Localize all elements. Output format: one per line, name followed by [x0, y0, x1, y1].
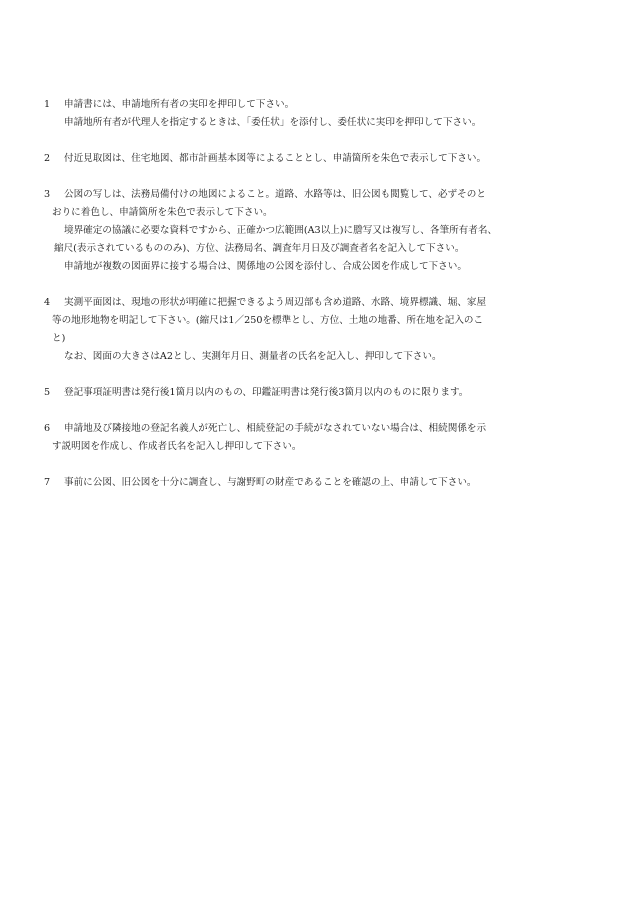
item-line: [44, 96, 584, 114]
item-number: 5: [44, 387, 51, 398]
item-line: [44, 330, 584, 348]
item-text: 申請書には、申請地所有者の実印を押印して下さい。: [64, 99, 295, 110]
item-line: [44, 312, 584, 330]
item-number: 7: [44, 477, 51, 488]
item-number: 2: [44, 153, 51, 164]
item-line: [44, 186, 584, 204]
item-text: 等の地形地物を明記して下さい。(縮尺は1／250を標準とし、方位、土地の地番、所在地を記入のこ: [52, 315, 484, 326]
item-text: 登記事項証明書は発行後1箇月以内のもの、印鑑証明書は発行後3箇月以内のものに限ります。: [64, 387, 469, 398]
item-text: 申請地所有者が代理人を指定するときは、「委任状」を添付し、委任状に実印を押印して下さい。: [64, 117, 482, 128]
item-number: 3: [44, 189, 51, 200]
item-text: 境界確定の協議に必要な資料ですから、正確かつ広範囲(A3以上)に謄写又は複写し、各筆所有者名、: [64, 225, 498, 236]
item-line: [44, 150, 584, 168]
item-1: [44, 96, 584, 132]
item-2: [44, 150, 584, 168]
item-line: [44, 258, 584, 276]
item-number: 4: [44, 297, 51, 308]
item-line: [44, 294, 584, 312]
item-text: 事前に公図、旧公図を十分に調査し、与謝野町の財産であることを確認の上、申請して下さい。: [64, 477, 477, 488]
item-text: と): [52, 333, 66, 344]
item-line: [44, 438, 584, 456]
item-text: 縮尺(表示されているもののみ)、方位、法務局名、調査年月日及び調査者名を記入して下さい。: [54, 243, 465, 254]
item-text: 申請地及び隣接地の登記名義人が死亡し、相続登記の手続がなされていない場合は、相続関係を示: [64, 423, 487, 434]
item-text: 公図の写しは、法務局備付けの地図によること。道路、水路等は、旧公図も閲覧して、必ずそのと: [64, 189, 486, 200]
item-5: [44, 384, 584, 402]
item-line: [44, 474, 584, 492]
item-line: [44, 420, 584, 438]
item-4: [44, 294, 584, 366]
item-line: [44, 348, 584, 366]
item-line: [44, 240, 584, 258]
item-text: 実測平面図は、現地の形状が明確に把握できるよう周辺部も含め道路、水路、境界標識、堀、家屋: [64, 297, 487, 308]
item-text: 付近見取図は、住宅地図、都市計画基本図等によることとし、申請箇所を朱色で表示して下さい。: [64, 153, 487, 164]
item-number: 6: [44, 423, 51, 434]
item-line: [44, 222, 584, 240]
item-text: なお、図面の大きさはA2とし、実測年月日、測量者の氏名を記入し、押印して下さい。: [64, 351, 442, 362]
item-line: [44, 114, 584, 132]
item-number: 1: [44, 99, 51, 110]
item-6: [44, 420, 584, 456]
item-7: [44, 474, 584, 492]
item-text: 申請地が複数の図面界に接する場合は、関係地の公図を添付し、合成公図を作成して下さい。: [64, 261, 467, 272]
item-3: [44, 186, 584, 276]
item-text: す説明図を作成し、作成者氏名を記入し押印して下さい。: [52, 441, 302, 452]
item-text: おりに着色し、申請箇所を朱色で表示して下さい。: [52, 207, 273, 218]
document-body: [44, 96, 584, 510]
item-line: [44, 204, 584, 222]
item-line: [44, 384, 584, 402]
